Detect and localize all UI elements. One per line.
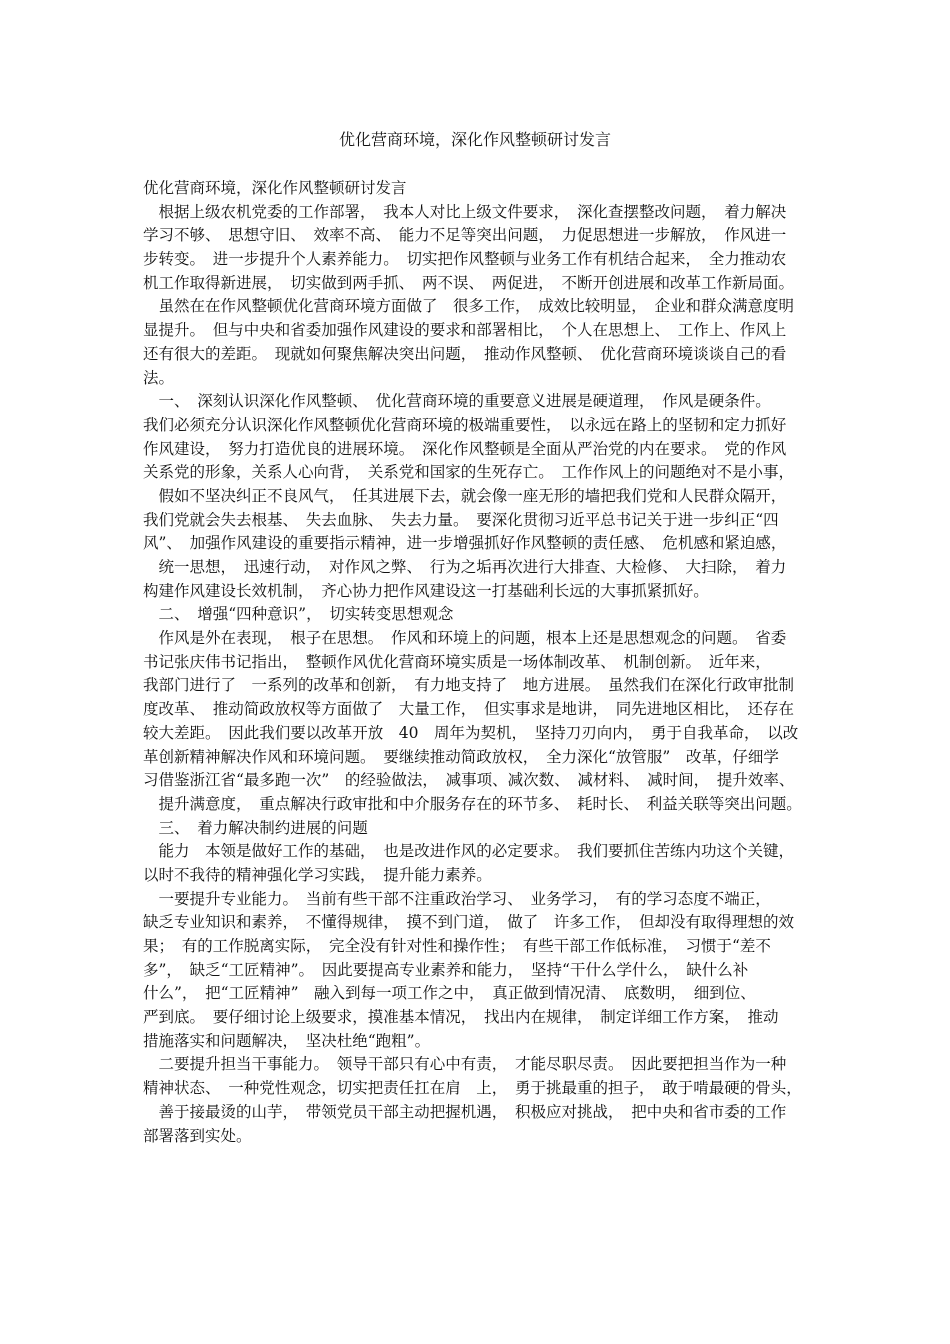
text-line: 二要提升担当干事能力。 领导干部只有心中有责， 才能尽职尽责。 因此要把担当作为一种 <box>143 1055 787 1074</box>
text-line: 风”、 加强作风建设的重要指示精神，进一步增强抓好作风整顿的责任感、 危机感和紧迫感， <box>143 534 787 553</box>
text-line: 革创新精神解决作风和环境问题。 要继续推动简政放权， 全力深化“放管服” 改革，仔细学 <box>143 747 779 766</box>
text-line: 较大差距。 因此我们要以改革开放 40 周年为契机， 坚持刀刃向内， 勇于自我革命， 以改 <box>143 723 799 742</box>
text-line: 一要提升专业能力。 当前有些干部不注重政治学习、 业务学习， 有的学习态度不端正， <box>143 889 771 908</box>
text-line: 善于接最烫的山芋， 带领党员干部主动把握机遇， 积极应对挑战， 把中央和省市委的工作 <box>143 1102 787 1121</box>
text-line: 提升满意度， 重点解决行政审批和中介服务存在的环节多、 耗时长、 利益关联等突出问题。 <box>143 794 802 813</box>
text-line: 假如不坚决纠正不良风气， 任其进展下去，就会像一座无形的墙把我们党和人民群众隔开， <box>143 486 787 505</box>
text-line: 构建作风建设长效机制， 齐心协力把作风建设这一打基础利长远的大事抓紧抓好。 <box>143 581 709 600</box>
text-line: 部署落到实处。 <box>143 1126 252 1145</box>
text-line: 精神状态、 一种党性观念，切实把责任扛在肩 上， 勇于挑最重的担子， 敢于啃最硬的骨头， <box>143 1079 802 1098</box>
text-line: 习借鉴浙江省“最多跑一次” 的经验做法， 减事项、减次数、 减材料、 减时间， 提升效率、 <box>143 771 795 790</box>
text-line: 机工作取得新进展， 切实做到两手抓、 两不误、 两促进， 不断开创进展和改革工作新局面。 <box>143 273 795 292</box>
text-line: 法。 <box>143 368 175 387</box>
document-body <box>143 177 818 1148</box>
text-line: 作风是外在表现， 根子在思想。 作风和环境上的问题，根本上还是思想观念的问题。 省委 <box>143 629 787 648</box>
text-line: 严到底。 要仔细讨论上级要求，摸准基本情况， 找出内在规律， 制定详细工作方案， 推动 <box>143 1008 779 1027</box>
text-line: 优化营商环境，深化作风整顿研讨发言 <box>143 179 407 197</box>
text-line: 二、 增强“四种意识”， 切实转变思想观念 <box>143 605 454 624</box>
text-line: 关系党的形象，关系人心向背， 关系党和国家的生死存亡。 工作作风上的问题绝对不是小事， <box>143 463 795 482</box>
text-line: 缺乏专业知识和素养， 不懂得规律， 摸不到门道， 做了 许多工作， 但却没有取得理想的效 <box>143 913 795 932</box>
text-line: 果； 有的工作脱离实际， 完全没有针对性和操作性； 有些干部工作低标准， 习惯于“差不 <box>143 937 771 955</box>
text-line: 步转变。 进一步提升个人素养能力。 切实把作风整顿与业务工作有机结合起来， 全力推动农 <box>143 250 787 269</box>
text-line: 三、 着力解决制约进展的问题 <box>143 818 368 837</box>
text-line: 我部门进行了 一系列的改革和创新， 有力地支持了 地方进展。 虽然我们在深化行政审批制 <box>143 676 795 695</box>
text-line: 显提升。 但与中央和省委加强作风建设的要求和部署相比， 个人在思想上、 工作上、作风上 <box>143 321 787 340</box>
text-line: 多”， 缺乏“工匠精神”。 因此要提高专业素养和能力， 坚持“干什么学什么， 缺什么补 <box>143 960 749 979</box>
document-title: 优化营商环境，深化作风整顿研讨发言 <box>338 130 611 149</box>
text-line: 还有很大的差距。 现就如何聚焦解决突出问题， 推动作风整顿、 优化营商环境谈谈自己的看 <box>143 344 787 363</box>
text-line: 书记张庆伟书记指出， 整顿作风优化营商环境实质是一场体制改革、 机制创新。 近年来， <box>143 652 771 671</box>
text-line: 作风建设， 努力打造优良的进展环境。 深化作风整顿是全面从严治党的内在要求。 党的作风 <box>143 439 787 458</box>
text-line: 能力 本领是做好工作的基础， 也是改进作风的必定要求。 我们要抓住苦练内功这个关键， <box>143 842 795 861</box>
text-line: 根据上级农机党委的工作部署， 我本人对比上级文件要求， 深化查摆整改问题， 着力解决 <box>143 202 787 221</box>
text-line: 以时不我待的精神强化学习实践， 提升能力素养。 <box>143 865 492 884</box>
text-line: 我们必须充分认识深化作风整顿优化营商环境的极端重要性， 以永远在路上的坚韧和定力抓好 <box>143 415 787 434</box>
text-line: 虽然在在作风整顿优化营商环境方面做了 很多工作， 成效比较明显， 企业和群众满意度明 <box>143 297 795 316</box>
text-line: 统一思想， 迅速行动， 对作风之弊、 行为之垢再次进行大排查、大检修、 大扫除， 着力 <box>143 558 787 576</box>
text-line: 学习不够、 思想守旧、 效率不高、 能力不足等突出问题， 力促思想进一步解放， 作风进一 <box>143 226 787 245</box>
text-line: 度改革、 推动简政放权等方面做了 大量工作， 但实事求是地讲， 同先进地区相比， 还存在 <box>143 700 795 719</box>
text-line: 一、 深刻认识深化作风整顿、 优化营商环境的重要意义进展是硬道理， 作风是硬条件。 <box>143 392 771 411</box>
text-line: 措施落实和问题解决， 坚决杜绝“跑粗”。 <box>143 1031 431 1050</box>
text-line: 我们党就会失去根基、 失去血脉、 失去力量。 要深化贯彻习近平总书记关于进一步纠正“四 <box>143 510 779 529</box>
text-line: 什么”， 把“工匠精神” 融入到每一项工作之中， 真正做到情况清、 底数明， 细到位、 <box>143 984 756 1003</box>
